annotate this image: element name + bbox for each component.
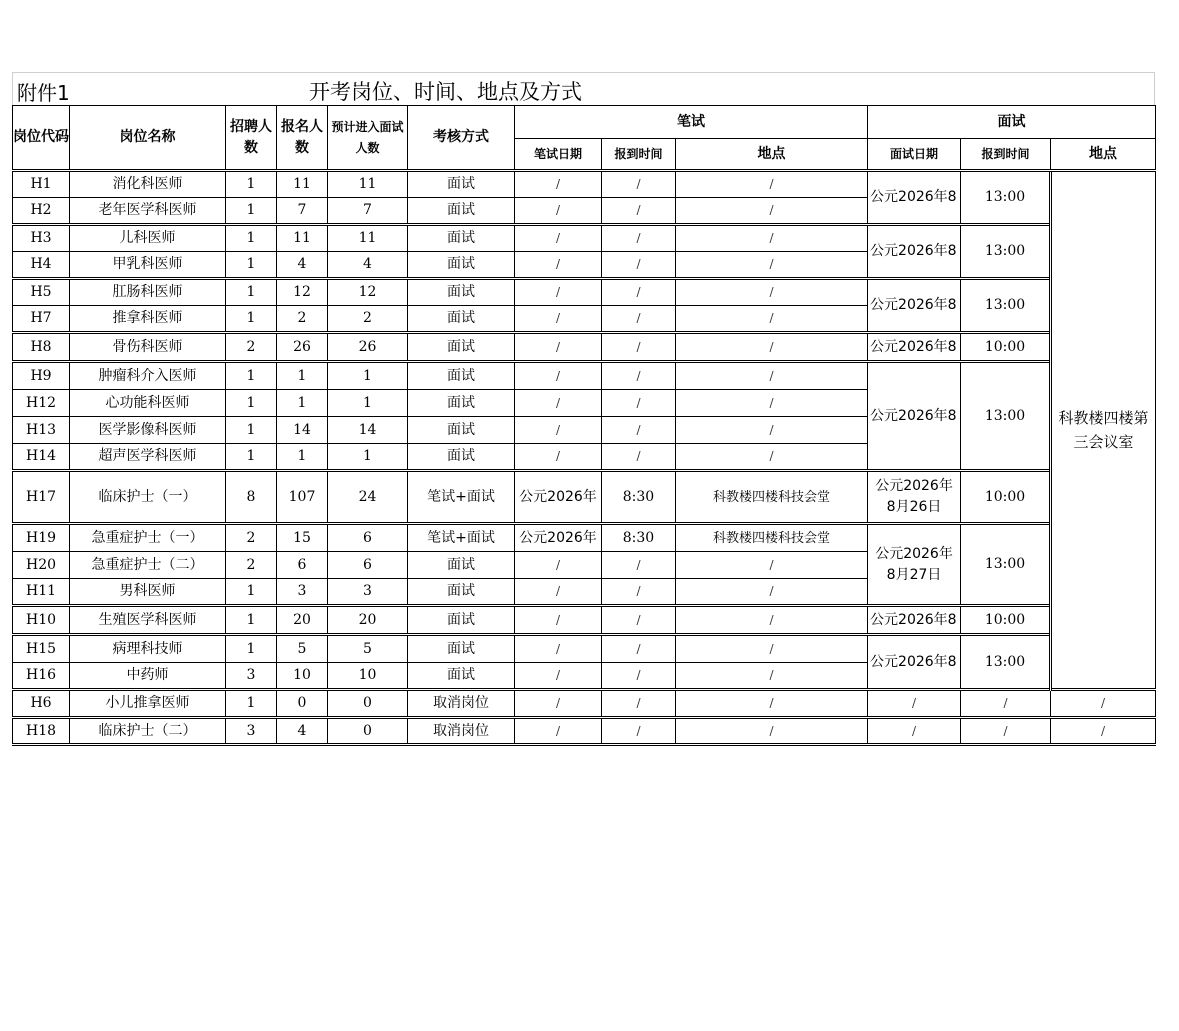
cell-name: 急重症护士（一）: [70, 524, 226, 552]
cell-written-place: 科教楼四楼科技会堂: [676, 524, 868, 552]
header-recruit: 招聘人数: [226, 106, 277, 171]
cell-applicants: 4: [277, 252, 328, 279]
cell-interview-date: 公元2026年8: [868, 606, 961, 635]
cell-interviewees: 0: [328, 718, 408, 745]
spreadsheet: [12, 72, 1155, 746]
cell-method: 面试: [408, 225, 515, 252]
cell-method: 面试: [408, 552, 515, 579]
cell-written-time: /: [602, 417, 676, 444]
header-written-report-time: 报到时间: [602, 139, 676, 171]
cell-method: 面试: [408, 362, 515, 390]
cell-interviewees: 7: [328, 198, 408, 225]
cell-applicants: 26: [277, 333, 328, 362]
cell-interviewees: 14: [328, 417, 408, 444]
cell-written-date: /: [515, 663, 602, 690]
cell-interview-time: 13:00: [961, 635, 1051, 690]
header-written-place: 地点: [676, 139, 868, 171]
cell-name: 肿瘤科介入医师: [70, 362, 226, 390]
cell-applicants: 15: [277, 524, 328, 552]
cell-code: H6: [13, 690, 70, 718]
cell-interview-time: 13:00: [961, 362, 1051, 471]
cell-code: H1: [13, 171, 70, 198]
cell-interview-time: /: [961, 718, 1051, 745]
cell-written-date: /: [515, 718, 602, 745]
cell-recruit: 3: [226, 663, 277, 690]
header-interviewees: 预计进入面试人数: [328, 106, 408, 171]
cell-code: H3: [13, 225, 70, 252]
cell-recruit: 1: [226, 635, 277, 663]
cell-written-place: /: [676, 333, 868, 362]
cell-written-time: /: [602, 606, 676, 635]
cell-interview-date: 公元2026年8: [868, 279, 961, 333]
header-interview-group: 面试: [868, 106, 1156, 139]
cell-recruit: 2: [226, 333, 277, 362]
header-written-group: 笔试: [515, 106, 868, 139]
table-row: [13, 225, 1156, 252]
cell-interviewees: 4: [328, 252, 408, 279]
cell-interview-time: 10:00: [961, 333, 1051, 362]
cell-interview-place: /: [1051, 690, 1156, 718]
attachment-label: 附件1: [17, 81, 70, 105]
cell-written-date: /: [515, 171, 602, 198]
table-row: [13, 471, 1156, 524]
cell-interviewees: 10: [328, 663, 408, 690]
cell-written-place: /: [676, 306, 868, 333]
header-name: 岗位名称: [70, 106, 226, 171]
cell-interviewees: 6: [328, 552, 408, 579]
cell-written-place: /: [676, 690, 868, 718]
table-row: [13, 333, 1156, 362]
cell-method: 笔试+面试: [408, 524, 515, 552]
cell-code: H13: [13, 417, 70, 444]
cell-name: 临床护士（一）: [70, 471, 226, 524]
cell-code: H18: [13, 718, 70, 745]
cell-applicants: 14: [277, 417, 328, 444]
cell-method: 面试: [408, 663, 515, 690]
cell-interview-place: /: [1051, 718, 1156, 745]
table-row: [13, 524, 1156, 552]
table-row: [13, 690, 1156, 718]
cell-code: H7: [13, 306, 70, 333]
cell-applicants: 2: [277, 306, 328, 333]
cell-name: 生殖医学科医师: [70, 606, 226, 635]
cell-recruit: 1: [226, 198, 277, 225]
table-row: [13, 279, 1156, 306]
cell-written-time: /: [602, 225, 676, 252]
cell-interviewees: 0: [328, 690, 408, 718]
header-written-date: 笔试日期: [515, 139, 602, 171]
cell-written-date: /: [515, 690, 602, 718]
cell-name: 临床护士（二）: [70, 718, 226, 745]
cell-written-place: /: [676, 171, 868, 198]
cell-recruit: 8: [226, 471, 277, 524]
cell-written-time: 8:30: [602, 471, 676, 524]
cell-recruit: 1: [226, 390, 277, 417]
title-bar: [12, 72, 1155, 105]
cell-interview-place: 科教楼四楼第三会议室: [1051, 171, 1156, 690]
cell-name: 急重症护士（二）: [70, 552, 226, 579]
cell-written-date: /: [515, 606, 602, 635]
cell-applicants: 20: [277, 606, 328, 635]
cell-written-date: /: [515, 333, 602, 362]
cell-written-date: /: [515, 444, 602, 471]
cell-written-place: /: [676, 279, 868, 306]
page-title: 开考岗位、时间、地点及方式: [309, 80, 582, 104]
cell-interview-date: 公元2026年8: [868, 171, 961, 225]
cell-applicants: 11: [277, 171, 328, 198]
cell-recruit: 1: [226, 279, 277, 306]
cell-written-time: 8:30: [602, 524, 676, 552]
table-row: [13, 362, 1156, 390]
cell-written-time: /: [602, 198, 676, 225]
cell-interviewees: 3: [328, 579, 408, 606]
cell-interview-date: 公元2026年8: [868, 225, 961, 279]
cell-name: 心功能科医师: [70, 390, 226, 417]
cell-written-time: /: [602, 171, 676, 198]
cell-interviewees: 12: [328, 279, 408, 306]
cell-recruit: 1: [226, 579, 277, 606]
cell-interview-time: 13:00: [961, 171, 1051, 225]
cell-method: 面试: [408, 198, 515, 225]
cell-recruit: 1: [226, 362, 277, 390]
cell-written-time: /: [602, 279, 676, 306]
cell-name: 推拿科医师: [70, 306, 226, 333]
cell-code: H14: [13, 444, 70, 471]
header-interview-report-time: 报到时间: [961, 139, 1051, 171]
cell-interviewees: 20: [328, 606, 408, 635]
header-interview-date: 面试日期: [868, 139, 961, 171]
cell-interview-date: 公元2026年8: [868, 333, 961, 362]
cell-recruit: 1: [226, 690, 277, 718]
cell-method: 面试: [408, 606, 515, 635]
cell-written-place: /: [676, 390, 868, 417]
cell-method: 笔试+面试: [408, 471, 515, 524]
cell-name: 中药师: [70, 663, 226, 690]
cell-recruit: 1: [226, 606, 277, 635]
cell-code: H9: [13, 362, 70, 390]
cell-interview-date: 公元2026年8: [868, 362, 961, 471]
cell-written-place: /: [676, 718, 868, 745]
cell-written-place: /: [676, 552, 868, 579]
cell-interviewees: 24: [328, 471, 408, 524]
cell-name: 医学影像科医师: [70, 417, 226, 444]
cell-interview-time: 13:00: [961, 225, 1051, 279]
header-applicants: 报名人数: [277, 106, 328, 171]
cell-name: 老年医学科医师: [70, 198, 226, 225]
cell-applicants: 1: [277, 390, 328, 417]
cell-applicants: 107: [277, 471, 328, 524]
cell-name: 消化科医师: [70, 171, 226, 198]
table-row: [13, 718, 1156, 745]
cell-code: H16: [13, 663, 70, 690]
cell-applicants: 5: [277, 635, 328, 663]
cell-name: 超声医学科医师: [70, 444, 226, 471]
cell-name: 病理科技师: [70, 635, 226, 663]
cell-written-place: /: [676, 362, 868, 390]
cell-written-date: /: [515, 635, 602, 663]
table-body: [13, 171, 1156, 745]
cell-method: 面试: [408, 306, 515, 333]
cell-interview-time: 10:00: [961, 471, 1051, 524]
cell-method: 面试: [408, 279, 515, 306]
cell-written-date: /: [515, 306, 602, 333]
cell-written-time: /: [602, 663, 676, 690]
cell-interviewees: 5: [328, 635, 408, 663]
header-interview-place: 地点: [1051, 139, 1156, 171]
cell-written-place: /: [676, 417, 868, 444]
positions-table: [12, 105, 1156, 746]
cell-written-time: /: [602, 362, 676, 390]
cell-written-time: /: [602, 718, 676, 745]
cell-method: 面试: [408, 579, 515, 606]
cell-recruit: 1: [226, 252, 277, 279]
cell-applicants: 0: [277, 690, 328, 718]
cell-recruit: 1: [226, 306, 277, 333]
cell-name: 儿科医师: [70, 225, 226, 252]
cell-written-time: /: [602, 579, 676, 606]
cell-written-time: /: [602, 252, 676, 279]
cell-written-date: /: [515, 279, 602, 306]
cell-method: 面试: [408, 333, 515, 362]
cell-name: 甲乳科医师: [70, 252, 226, 279]
cell-written-date: 公元2026年: [515, 471, 602, 524]
cell-written-date: /: [515, 225, 602, 252]
cell-written-place: /: [676, 444, 868, 471]
cell-method: 面试: [408, 444, 515, 471]
cell-interview-date: /: [868, 718, 961, 745]
cell-interview-date: 公元2026年8: [868, 635, 961, 690]
cell-written-time: /: [602, 444, 676, 471]
cell-recruit: 2: [226, 524, 277, 552]
cell-recruit: 1: [226, 417, 277, 444]
cell-interviewees: 1: [328, 390, 408, 417]
cell-recruit: 3: [226, 718, 277, 745]
table-row: [13, 606, 1156, 635]
cell-applicants: 6: [277, 552, 328, 579]
cell-written-place: 科教楼四楼科技会堂: [676, 471, 868, 524]
cell-code: H17: [13, 471, 70, 524]
cell-written-place: /: [676, 198, 868, 225]
cell-written-place: /: [676, 579, 868, 606]
header-method: 考核方式: [408, 106, 515, 171]
cell-interviewees: 6: [328, 524, 408, 552]
cell-written-place: /: [676, 635, 868, 663]
cell-interview-date: /: [868, 690, 961, 718]
cell-name: 骨伤科医师: [70, 333, 226, 362]
cell-interview-date: 公元2026年8月26日: [868, 471, 961, 524]
cell-name: 小儿推拿医师: [70, 690, 226, 718]
cell-interviewees: 26: [328, 333, 408, 362]
table-row: [13, 635, 1156, 663]
cell-method: 取消岗位: [408, 718, 515, 745]
cell-code: H11: [13, 579, 70, 606]
cell-applicants: 10: [277, 663, 328, 690]
cell-method: 面试: [408, 417, 515, 444]
cell-code: H15: [13, 635, 70, 663]
cell-written-date: /: [515, 198, 602, 225]
cell-method: 面试: [408, 635, 515, 663]
cell-method: 面试: [408, 171, 515, 198]
cell-recruit: 1: [226, 225, 277, 252]
cell-written-date: /: [515, 579, 602, 606]
cell-written-time: /: [602, 306, 676, 333]
cell-written-date: /: [515, 552, 602, 579]
cell-written-place: /: [676, 606, 868, 635]
cell-interviewees: 2: [328, 306, 408, 333]
cell-applicants: 12: [277, 279, 328, 306]
cell-recruit: 1: [226, 171, 277, 198]
cell-interview-time: 10:00: [961, 606, 1051, 635]
cell-code: H5: [13, 279, 70, 306]
cell-written-date: /: [515, 252, 602, 279]
cell-applicants: 3: [277, 579, 328, 606]
cell-written-place: /: [676, 663, 868, 690]
cell-code: H8: [13, 333, 70, 362]
cell-code: H20: [13, 552, 70, 579]
cell-code: H12: [13, 390, 70, 417]
cell-applicants: 7: [277, 198, 328, 225]
cell-written-date: /: [515, 362, 602, 390]
header-code: 岗位代码: [13, 106, 70, 171]
cell-written-place: /: [676, 225, 868, 252]
cell-interviewees: 1: [328, 362, 408, 390]
cell-interview-time: /: [961, 690, 1051, 718]
cell-recruit: 1: [226, 444, 277, 471]
cell-applicants: 11: [277, 225, 328, 252]
cell-written-time: /: [602, 333, 676, 362]
cell-written-time: /: [602, 690, 676, 718]
cell-interview-date: 公元2026年8月27日: [868, 524, 961, 606]
cell-interviewees: 11: [328, 225, 408, 252]
cell-method: 面试: [408, 252, 515, 279]
cell-written-time: /: [602, 635, 676, 663]
cell-code: H2: [13, 198, 70, 225]
cell-code: H19: [13, 524, 70, 552]
cell-method: 取消岗位: [408, 690, 515, 718]
cell-written-time: /: [602, 552, 676, 579]
cell-written-time: /: [602, 390, 676, 417]
cell-written-date: /: [515, 417, 602, 444]
cell-code: H10: [13, 606, 70, 635]
cell-interviewees: 1: [328, 444, 408, 471]
cell-interview-time: 13:00: [961, 279, 1051, 333]
cell-name: 男科医师: [70, 579, 226, 606]
cell-written-date: /: [515, 390, 602, 417]
cell-code: H4: [13, 252, 70, 279]
table-row: [13, 171, 1156, 198]
cell-written-place: /: [676, 252, 868, 279]
cell-written-date: 公元2026年: [515, 524, 602, 552]
cell-method: 面试: [408, 390, 515, 417]
cell-recruit: 2: [226, 552, 277, 579]
cell-interviewees: 11: [328, 171, 408, 198]
cell-applicants: 1: [277, 362, 328, 390]
cell-name: 肛肠科医师: [70, 279, 226, 306]
cell-applicants: 1: [277, 444, 328, 471]
cell-interview-time: 13:00: [961, 524, 1051, 606]
cell-applicants: 4: [277, 718, 328, 745]
